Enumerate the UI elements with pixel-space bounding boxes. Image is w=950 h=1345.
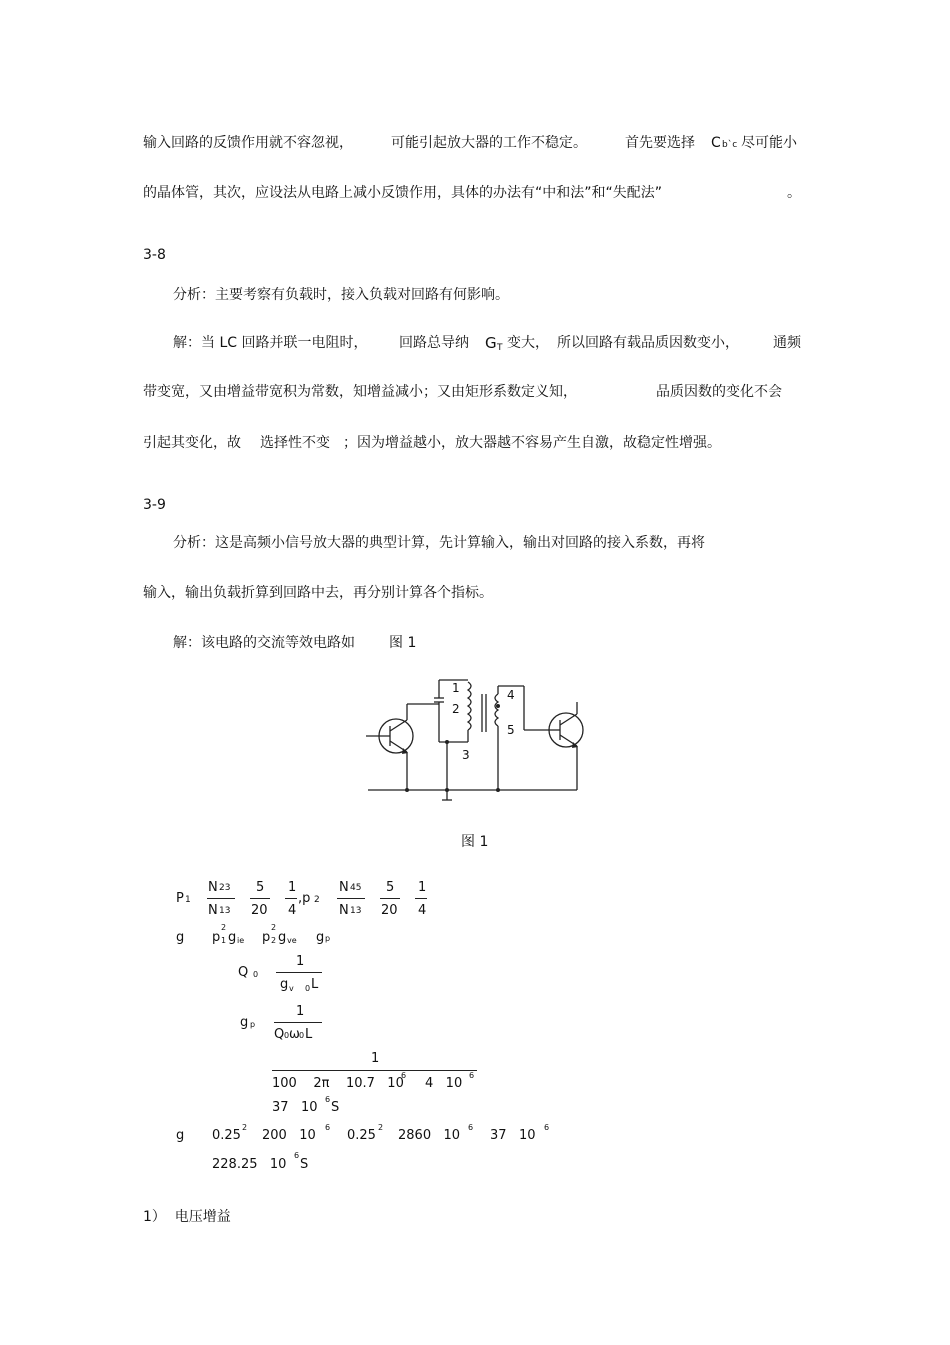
para1-text-e: b`c <box>722 140 738 150</box>
solution-3-8-line3c: ；因为增益越小，放大器越不容易产生自激，故稳定性增强。 <box>343 435 721 451</box>
solution-3-8-line3a: 引起其变化，故 <box>143 435 241 451</box>
solution-3-9-a: 解：该电路的交流等效电路如 <box>173 635 355 651</box>
eq-gp-term-sub: p <box>325 934 331 943</box>
analysis-3-9-line2: 输入，输出负载折算到回路中去，再分别计算各个指标。 <box>143 585 493 601</box>
eq-p2-sq-sub: 2 <box>271 936 277 945</box>
solution-3-8-b: 回路总导纳 <box>399 335 469 351</box>
eq-g-sum: g <box>176 930 185 945</box>
eq-big-den-sup1: 6 <box>401 1071 407 1080</box>
eq-den-20: 20 <box>251 903 268 918</box>
eq-n45-sub: 45 <box>350 883 362 893</box>
eq-gsum-a: 0.25 <box>212 1128 241 1143</box>
eq-big-num: 1 <box>371 1051 380 1066</box>
eq-gsum-b-sup: 6 <box>325 1123 331 1132</box>
eq-p1-sq-sub: 1 <box>221 936 227 945</box>
eq-gve-sub: ve <box>287 936 297 945</box>
eq-q0-sub: 0 <box>253 970 259 979</box>
eq-n13b-sub: 13 <box>350 906 362 916</box>
eq-gp: g <box>240 1015 249 1030</box>
eq-result-2: 228.25 10 <box>212 1157 287 1172</box>
eq-gp-num: 1 <box>296 1004 305 1019</box>
solution-3-8-G: G <box>485 334 497 352</box>
eq-p2-sq-sup: 2 <box>271 923 277 932</box>
eq-gsum-b: 200 10 <box>262 1128 316 1143</box>
eq-big-den-b: 4 10 <box>425 1076 463 1091</box>
eq-p2-sq: p <box>262 930 271 945</box>
analysis-3-9-line1: 分析：这是高频小信号放大器的典型计算，先计算输入，输出对回路的接入系数，再将 <box>173 535 705 551</box>
eq-num-1b: 1 <box>418 880 427 895</box>
eq-den-20b: 20 <box>381 903 398 918</box>
eq-gsum-c: 0.25 <box>347 1128 376 1143</box>
eq-gve: g <box>278 930 287 945</box>
solution-3-8-f: 所以回路有载品质因数变小， <box>557 335 739 351</box>
eq-q0-num: 1 <box>296 954 305 969</box>
eq-gp-den-L: L <box>305 1027 313 1042</box>
para1-text-b: 可能引起放大器的工作不稳定。 <box>391 135 587 151</box>
eq-p1-sub: 1 <box>185 895 191 905</box>
eq-gsum-c-sup: 2 <box>378 1123 384 1132</box>
eq-n45: N <box>339 880 349 895</box>
eq-comma-p2: ,p <box>298 891 311 906</box>
solution-3-8-line2b: 品质因数的变化不会 <box>656 384 782 400</box>
eq-result-2-S: S <box>300 1157 309 1172</box>
solution-3-8-g: 通频 <box>773 335 801 351</box>
para1-text-f: 尽可能小 <box>741 135 797 151</box>
eq-gp-den-omega: ω <box>289 1027 300 1042</box>
list-item-voltage-gain: 1） 电压增益 <box>143 1209 231 1225</box>
eq-big-den-sup2: 6 <box>469 1071 475 1080</box>
eq-q0-den-L: L <box>311 977 319 992</box>
para1-text-a: 输入回路的反馈作用就不容忽视， <box>143 135 353 151</box>
solution-3-8-a: 解：当 LC 回路并联一电阻时， <box>173 335 368 351</box>
eq-q0: Q <box>238 965 249 980</box>
section-heading-3-9: 3-9 <box>143 497 166 513</box>
eq-gsum-d-sup: 6 <box>468 1123 474 1132</box>
eq-den-4: 4 <box>288 903 297 918</box>
eq-result-1-sup: 6 <box>325 1095 331 1104</box>
eq-num-1: 1 <box>288 880 297 895</box>
analysis-3-8: 分析：主要考察有负载时，接入负载对回路有何影响。 <box>173 287 509 303</box>
coil-tap-label-2: 2 <box>452 702 460 716</box>
eq-gie-sub: ie <box>237 936 245 945</box>
para1-text-period: 。 <box>787 185 801 201</box>
eq-n13b: N <box>339 903 349 918</box>
eq-gp-den-Q: Q <box>274 1027 285 1042</box>
eq-q0-den-0: 0 <box>305 984 311 993</box>
solution-3-8-line2a: 带变宽，又由增益带宽积为常数，知增益减小；又由矩形系数定义知， <box>143 384 577 400</box>
eq-big-den-a: 100 2π 10.7 10 <box>272 1076 404 1091</box>
eq-gsum-g: g <box>176 1128 185 1143</box>
eq-result-1-S: S <box>331 1100 340 1115</box>
eq-result-1: 37 10 <box>272 1100 318 1115</box>
solution-3-8-line3b: 选择性不变 <box>260 435 330 451</box>
para1-text-d: C <box>711 135 721 151</box>
eq-gsum-e: 37 10 <box>490 1128 536 1143</box>
coil-tap-label-3: 3 <box>462 748 470 762</box>
eq-gp-sub: p <box>250 1020 256 1029</box>
figure-caption: 图 1 <box>461 834 489 850</box>
eq-gie: g <box>228 930 237 945</box>
eq-num-5b: 5 <box>386 880 395 895</box>
para1-text-line2: 的晶体管，其次，应设法从电路上减小反馈作用，具体的办法有“中和法”和“失配法” <box>143 185 663 201</box>
solution-3-8-T: T <box>497 343 503 353</box>
eq-p1: P <box>176 891 184 906</box>
eq-p2-sub: 2 <box>314 895 320 905</box>
para1-text-c: 首先要选择 <box>625 135 695 151</box>
solution-3-8-e: 变大， <box>507 335 549 351</box>
eq-num-5: 5 <box>256 880 265 895</box>
coil-tap-label-4: 4 <box>507 688 515 702</box>
eq-n13: N <box>208 903 218 918</box>
eq-q0-den-g: g <box>280 977 289 992</box>
eq-p1-sq-sup: 2 <box>221 923 227 932</box>
eq-q0-den-v: v <box>289 984 294 993</box>
eq-gsum-d: 2860 10 <box>398 1128 461 1143</box>
eq-gsum-e-sup: 6 <box>544 1123 550 1132</box>
eq-gp-den-0a: 0 <box>284 1031 290 1040</box>
eq-n13-sub: 13 <box>219 906 231 916</box>
coil-tap-label-5: 5 <box>507 723 515 737</box>
section-heading-3-8: 3-8 <box>143 247 166 263</box>
eq-result-2-sup: 6 <box>294 1151 300 1160</box>
eq-n23: N <box>208 880 218 895</box>
eq-p1-sq: p <box>212 930 221 945</box>
solution-3-9-figref: 图 1 <box>389 635 417 651</box>
coil-tap-label-1: 1 <box>452 681 460 695</box>
eq-gp-term: g <box>316 930 325 945</box>
circuit-diagram <box>360 672 600 807</box>
eq-gsum-a-sup: 2 <box>242 1123 248 1132</box>
eq-gp-den-0b: 0 <box>299 1031 305 1040</box>
eq-n23-sub: 23 <box>219 883 231 893</box>
eq-den-4b: 4 <box>418 903 427 918</box>
